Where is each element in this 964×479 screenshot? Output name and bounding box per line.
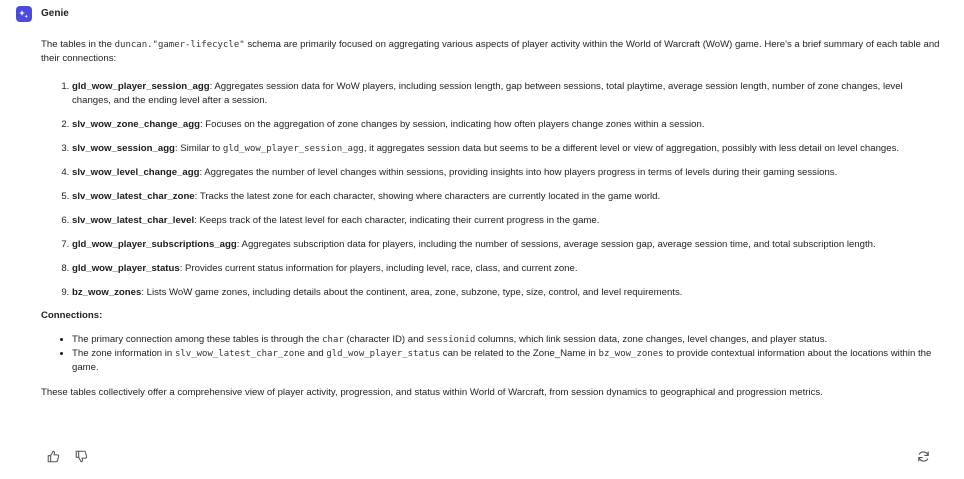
- list-item: [72, 118, 941, 132]
- table-name: slv_wow_session_agg: [72, 143, 175, 154]
- tables-list: [41, 80, 941, 300]
- intro-text-end: schema are primarily focused on aggregating various aspects of player activity within the World of Warcraft (WoW) game. Here's a brief summary of each table and their connections:: [41, 39, 940, 64]
- table-name: bz_wow_zones: [72, 287, 142, 298]
- list-item: [72, 80, 941, 108]
- table-desc: : Aggregates subscription data for players, including the number of sessions, average session gap, average session time, and total subscription length.: [236, 239, 876, 250]
- list-item: [72, 142, 941, 156]
- table-name: gld_wow_player_status: [72, 263, 180, 274]
- list-item: [72, 214, 941, 228]
- list-item: [72, 262, 941, 276]
- table-desc: : Focuses on the aggregation of zone changes by session, indicating how often players change zones within a session.: [199, 119, 705, 130]
- schema-code: duncan."gamer-lifecycle": [114, 40, 245, 50]
- sparkle-icon: [16, 6, 32, 22]
- bullet-text: and: [304, 348, 327, 359]
- list-item: [72, 238, 941, 252]
- feedback-actions: [46, 449, 88, 463]
- list-item: [72, 166, 941, 180]
- thumbs-down-icon[interactable]: [74, 449, 88, 463]
- inline-code: gld_wow_player_status: [326, 349, 441, 359]
- inline-code: sessionid: [426, 335, 476, 345]
- bullet-text: (character ID) and: [343, 334, 427, 345]
- table-desc: : Similar to: [174, 143, 223, 154]
- table-name: gld_wow_player_subscriptions_agg: [72, 239, 237, 250]
- inline-code: gld_wow_player_session_agg: [222, 144, 364, 154]
- list-item: [72, 347, 941, 375]
- intro-paragraph: [41, 38, 941, 66]
- table-desc: : Provides current status information for players, including level, race, class, and current zone.: [179, 263, 578, 274]
- inline-code: char: [322, 335, 344, 345]
- inline-code: slv_wow_latest_char_zone: [174, 349, 305, 359]
- connections-heading: Connections:: [41, 310, 103, 321]
- table-desc: : Lists WoW game zones, including details about the continent, area, zone, subzone, type, size, control, and level requirements.: [141, 287, 683, 298]
- table-name: gld_wow_player_session_agg: [72, 81, 210, 92]
- list-item: [72, 286, 941, 300]
- thumbs-up-icon[interactable]: [46, 449, 60, 463]
- list-item: [72, 333, 941, 347]
- table-name: slv_wow_latest_char_level: [72, 215, 195, 226]
- table-name: slv_wow_latest_char_zone: [72, 191, 195, 202]
- intro-text: The tables in the: [41, 39, 115, 50]
- refresh-icon[interactable]: [916, 449, 930, 463]
- table-desc: : Tracks the latest zone for each character, showing where characters are currently located in the game world.: [194, 191, 661, 202]
- inline-code: bz_wow_zones: [598, 349, 664, 359]
- bullet-text: The zone information in: [72, 348, 175, 359]
- table-desc: , it aggregates session data but seems to be a different level or view of aggregation, possibly with less detail on level changes.: [363, 143, 900, 154]
- bullet-text: to provide contextual information about the locations within the game.: [72, 348, 932, 373]
- list-item: [72, 190, 941, 204]
- response-body: [41, 38, 941, 400]
- table-desc: : Aggregates session data for WoW players, including session length, gap between sessions, total playtime, average session length, number of zone changes, level changes, and the ending level after a session.: [72, 81, 903, 106]
- genie-header: [16, 6, 69, 22]
- bullet-text: The primary connection among these tables is through the: [72, 334, 323, 345]
- table-desc: : Keeps track of the latest level for each character, indicating their current progress in the game.: [194, 215, 600, 226]
- table-name: slv_wow_level_change_agg: [72, 167, 200, 178]
- conclusion-paragraph: These tables collectively offer a comprehensive view of player activity, progression, and status within World of Warcraft, from session dynamics to geographical and progression metrics.: [41, 387, 823, 398]
- bullet-text: columns, which link session data, zone changes, level changes, and player status.: [475, 334, 828, 345]
- connections-list: [41, 333, 941, 375]
- assistant-name: Genie: [41, 8, 69, 19]
- table-name: slv_wow_zone_change_agg: [72, 119, 200, 130]
- table-desc: : Aggregates the number of level changes within sessions, providing insights into how players progress in terms of levels during their gaming sessions.: [199, 167, 838, 178]
- bullet-text: can be related to the Zone_Name in: [440, 348, 599, 359]
